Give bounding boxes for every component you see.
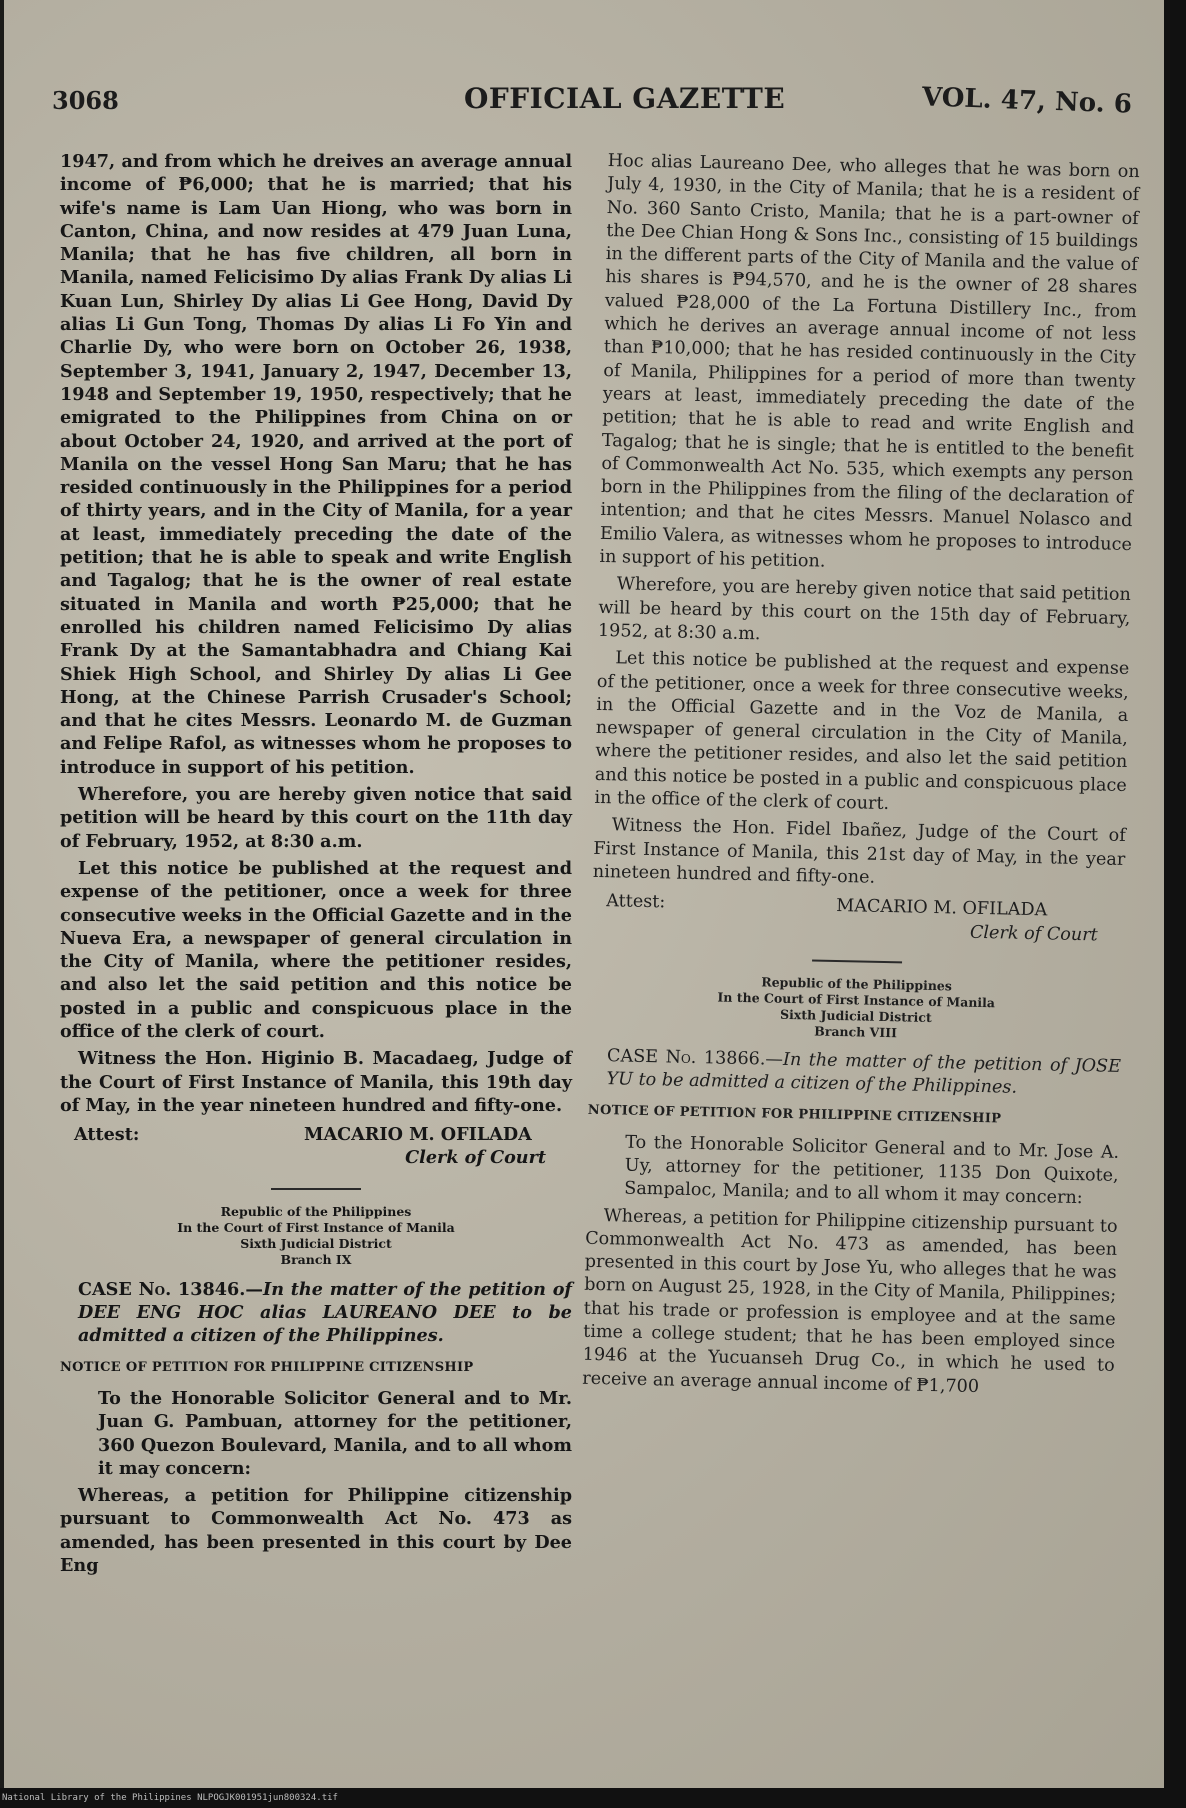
court-heading-line: Republic of the Philippines [220, 1203, 412, 1219]
page-number: 3068 [52, 86, 119, 115]
case-caption [60, 1278, 572, 1348]
court-heading [60, 1204, 572, 1268]
gazette-page [4, 0, 1164, 1788]
clerk-name: MACARIO M. OFILADA [836, 896, 1048, 921]
section-divider [271, 1188, 361, 1190]
left-paragraph-1: 1947, and from which he dreives an average annual income of ₱6,000; that he is married; that his wife's name is Lam Uan Hiong, who was born in Canton, China, and now resides at 479 Juan Luna, Manila; that he has five children, all born in Manila, named Felicisimo Dy alias Frank Dy alias Li Kuan Lun, Shirley Dy alias Li Gee Hong, David Dy alias Li Gun Tong, Thomas Dy alias Li Fo Yin and Charlie Dy, who were born on October 26, 1938, September 3, 1941, January 2, 1947, December 13, 1948 and September 19, 1950, respectively; that he emigrated to the Philippines from China on or about October 24, 1920, and arrived at the port of Manila on the vessel Hong San Maru; that he has resided continuously in the Philippines for a period of thirty years, and in the City of Manila, for a year at least, immediately preceding the date of the petition; that he is able to speak and write English and Tagalog; that he is the owner of real estate situated in Manila and worth ₱25,000; that he enrolled his children named Felicisimo Dy alias Frank Dy at the Samantabhadra and Chiang Kai Shiek High School, and Shirley Dy alias Li Gee Hong, at the Chinese Parrish Crusader's School; and that he cites Messrs. Leonardo M. de Guzman and Felipe Rafol, as witnesses whom he proposes to introduce in support of his petition. [60, 151, 572, 778]
volume-number: VOL. 47, No. 6 [921, 82, 1133, 120]
addressee: To the Honorable Solicitor General and to Mr. Jose A. Uy, attorney for the petitioner, 1135 Don Quixote, Sampaloc, Manila; and to all whom it may concern: [624, 1132, 1120, 1209]
left-attest [60, 1123, 572, 1146]
section-divider [812, 959, 902, 963]
left-paragraph-2: Wherefore, you are hereby given notice that said petition will be heard by this court on the 11th day of February, 1952, at 8:30 a.m. [60, 784, 572, 852]
court-heading-line: In the Court of First Instance of Manila [177, 1219, 455, 1235]
case-title: In the matter of the petition of JOSE YU to be admitted a citizen of the Philippines. [606, 1049, 1122, 1098]
left-column [60, 150, 572, 1581]
court-heading-line: In the Court of First Instance of Manila [717, 989, 996, 1011]
court-heading-line: Sixth Judicial District [240, 1235, 392, 1251]
notice-heading: NOTICE OF PETITION FOR PHILIPPINE CITIZENSHIP [587, 1103, 1002, 1127]
attest-label: Attest: [606, 891, 666, 913]
right-paragraph-3: Let this notice be published at the request and expense of the petitioner, once a week for three consecutive weeks, in the Official Gazette and in the Voz de Manila, a newspaper of general circulation in the City of Manila, where the petitioner resides, and also let the said petition and this notice be posted in a public and conspicuous place in the office of the clerk of court. [594, 648, 1130, 815]
court-heading-line: Branch VIII [814, 1023, 898, 1041]
right-paragraph-2: Wherefore, you are hereby given notice that said petition will be heard by this court on the 15th day of February, 1952, at 8:30 a.m. [597, 574, 1131, 645]
clerk-name: MACARIO M. OFILADA [304, 1124, 532, 1146]
left-paragraph-3: Let this notice be published at the request and expense of the petitioner, once a week for three consecutive weeks in the Official Gazette and in the Nueva Era, a newspaper of general circulation in the City of Manila, where the petitioner resides, and also let the said petition and this notice be posted in a public and conspicuous place in the office of the clerk of court. [60, 857, 572, 1042]
right-paragraph-4: Witness the Hon. Fidel Ibañez, Judge of the Court of First Instance of Manila, this 21st day of May, in the year nineteen hundred and fifty-one. [592, 815, 1126, 888]
case-number: CASE No. 13866.— [606, 1045, 784, 1070]
notice-heading: NOTICE OF PETITION FOR PHILIPPINE CITIZENSHIP [60, 1359, 474, 1375]
case-caption [588, 1045, 1121, 1103]
left-paragraph-5: Whereas, a petition for Philippine citizenship pursuant to Commonwealth Act No. 473 as amended, has been presented in this court by Dee Eng [60, 1485, 572, 1577]
scan-edge [1164, 0, 1186, 1808]
scan-footer: National Library of the Philippines NLPOGJK001951jun800324.tif [0, 1788, 1186, 1808]
court-heading [589, 971, 1122, 1046]
left-paragraph-4: Witness the Hon. Higinio B. Macadaeg, Judge of the Court of First Instance of Manila, this 19th day of May, in the year nineteen hundred and fifty-one. [60, 1048, 572, 1116]
addressee: To the Honorable Solicitor General and to Mr. Juan G. Pambuan, attorney for the petitioner, 360 Quezon Boulevard, Manila, and to all whom it may concern: [98, 1387, 572, 1479]
right-column [582, 150, 1140, 1406]
court-heading-line: Branch IX [280, 1251, 352, 1267]
case-number: CASE No. 13846.— [78, 1278, 263, 1300]
attest-label: Attest: [74, 1124, 140, 1146]
court-heading-line: Republic of the Philippines [761, 974, 953, 994]
clerk-title: Clerk of Court [405, 1147, 546, 1169]
clerk-title: Clerk of Court [969, 922, 1098, 945]
page-header [52, 80, 1132, 130]
case-title: In the matter of the petition of DEE ENG HOC alias LAUREANO DEE to be admitted a citizen of the Philippines. [78, 1278, 573, 1347]
publication-title: OFFICIAL GAZETTE [464, 82, 786, 115]
court-heading-line: Sixth Judicial District [779, 1006, 932, 1025]
right-paragraph-5: Whereas, a petition for Philippine citizenship pursuant to Commonwealth Act No. 473 as amended, has been presented in this court by Jose Yu, who alleges that he was born on August 25, 1928, in the City of Manila, Philippines; that his trade or profession is employee and at the same time a college student; that he has been employed since 1946 at the Yucuanseh Drug Co., in which he used to receive an average annual income of ₱1,700 [582, 1205, 1118, 1397]
right-paragraph-1: Hoc alias Laureano Dee, who alleges that he was born on July 4, 1930, in the City of Manila; that he is a resident of No. 360 Santo Cristo, Manila; that he is a part-owner of the Dee Chian Hong & Sons Inc., consisting of 15 buildings in the different parts of the City of Manila and the value of his shares is ₱94,570, and he is the owner of 28 shares valued ₱28,000 of the La Fortuna Distillery Inc., from which he derives an average annual income of not less than ₱10,000; that he has resided continuously in the City of Manila, Philippines for a period of more than twenty years at least, immediately preceding the date of the petition; that he is able to read and write English and Tagalog; that he is single; that he is entitled to the benefit of Commonwealth Act No. 535, which exempts any person born in the Philippines from the filing of the declaration of intention; and that he cites Messrs. Manuel Nolasco and Emilio Valera, as witnesses whom he proposes to introduce in support of his petition. [599, 150, 1140, 572]
